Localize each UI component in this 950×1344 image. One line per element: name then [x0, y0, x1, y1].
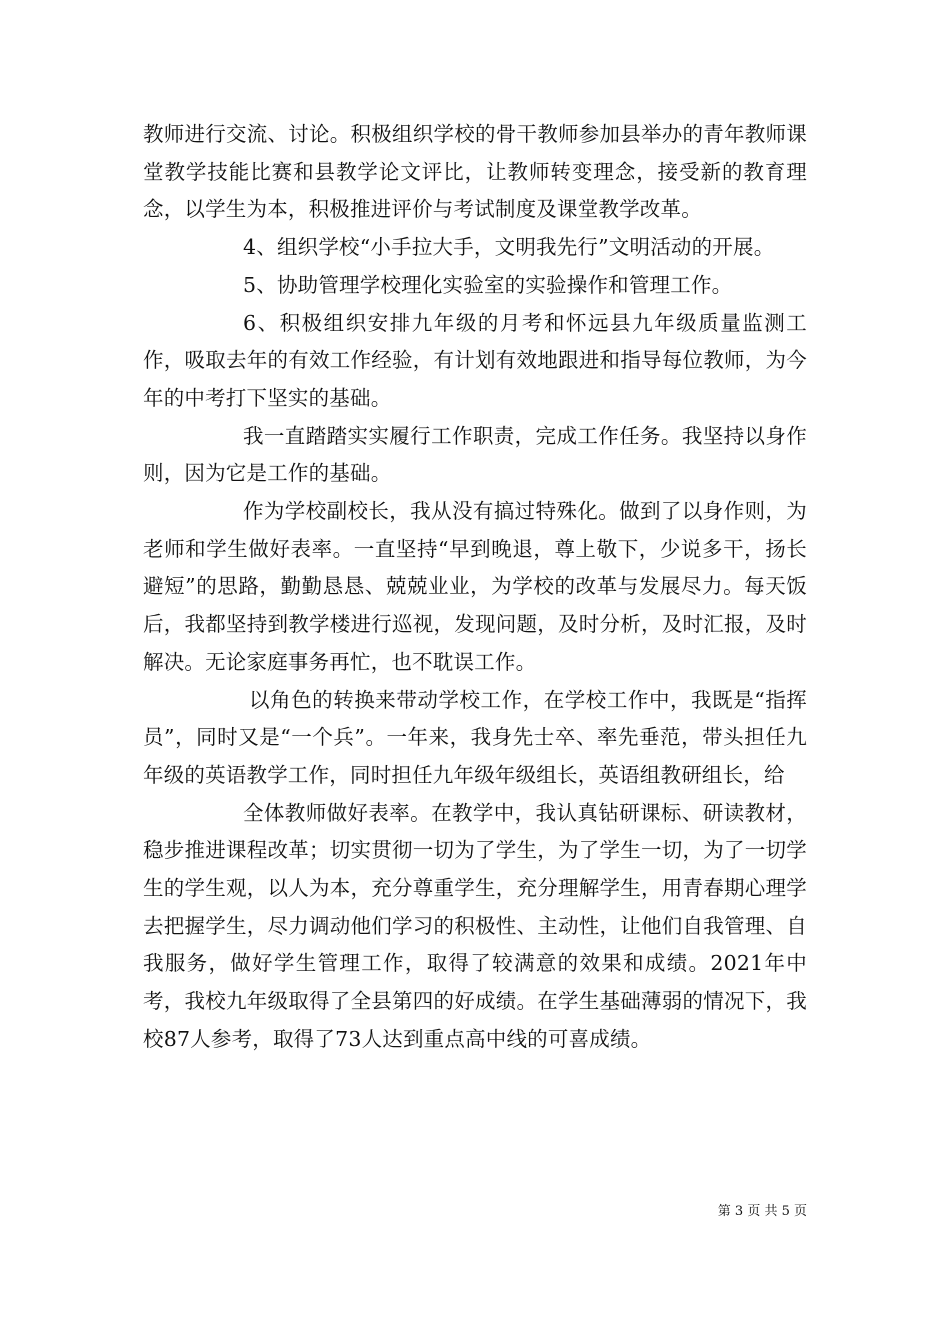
paragraph-item-6: 6、积极组织安排九年级的月考和怀远县九年级质量监测工作，吸取去年的有效工作经验，有计划有效地跟进和指导每位教师，为今年的中考打下坚实的基础。 [143, 310, 807, 410]
paragraph-vice-principal: 作为学校副校长，我从没有搞过特殊化。做到了以身作则，为老师和学生做好表率。一直坚持“早到晚退，尊上敬下，少说多干，扬长避短”的思路，勤勤恳恳、兢兢业业，为学校的改革与发展尽力。每天饭后，我都坚持到教学楼进行巡视，发现问题，及时分析，及时汇报，及时解决。无论家庭事务再忙，也不耽误工作。 [143, 499, 807, 674]
page-number-footer: 第 3 页 共 5 页 [717, 1204, 807, 1219]
paragraph-item-5: 5、协助管理学校理化实验室的实验操作和管理工作。 [243, 272, 733, 297]
document-body [143, 116, 807, 1059]
paragraph-teaching: 全体教师做好表率。在教学中，我认真钻研课标、研读教材，稳步推进课程改革；切实贯彻一切为了学生，为了学生一切，为了一切学生的学生观，以人为本，充分尊重学生，充分理解学生，用青春期心理学去把握学生，尽力调动他们学习的积极性、主动性，让他们自我管理、自我服务，做好学生管理工作，取得了较满意的效果和成绩。2021年中考，我校九年级取得了全县第四的好成绩。在学生基础薄弱的情况下，我校87人参考，取得了73人达到重点高中线的可喜成绩。 [143, 800, 807, 1051]
paragraph-role-change: 以角色的转换来带动学校工作，在学校工作中，我既是“指挥员”，同时又是“一个兵”。一年来，我身先士卒、率先垂范，带头担任九年级的英语教学工作，同时担任九年级年级组长，英语组教研组长，给 [143, 687, 807, 787]
paragraph-1: 教师进行交流、讨论。积极组织学校的骨干教师参加县举办的青年教师课堂教学技能比赛和县教学论文评比，让教师转变理念，接受新的教育理念，以学生为本，积极推进评价与考试制度及课堂教学改革。 [143, 122, 807, 222]
paragraph-duty: 我一直踏踏实实履行工作职责，完成工作任务。我坚持以身作则，因为它是工作的基础。 [143, 423, 807, 486]
paragraph-item-4: 4、组织学校“小手拉大手，文明我先行”文明活动的开展。 [243, 235, 775, 260]
